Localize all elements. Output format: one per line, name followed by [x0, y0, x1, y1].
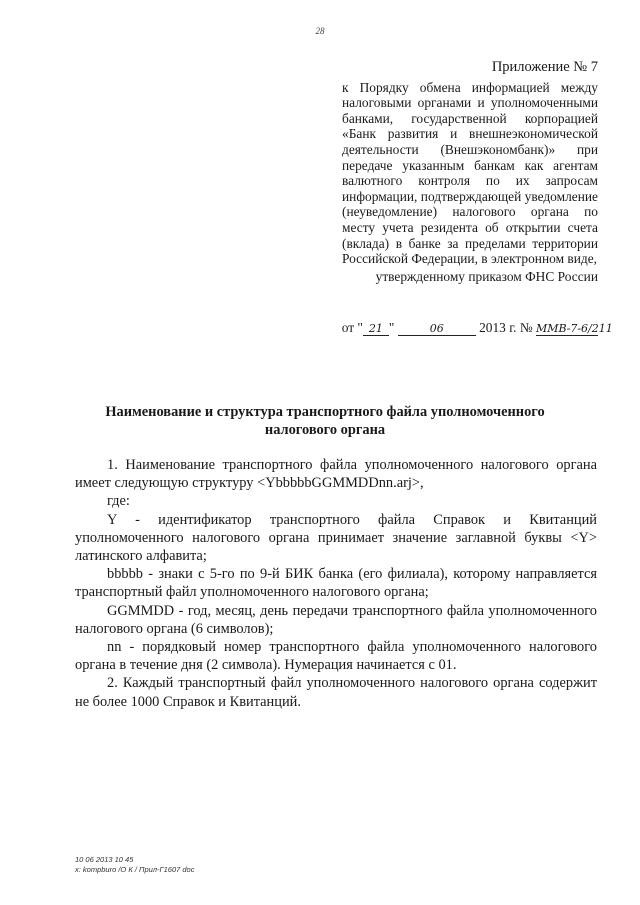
date-month-field: 06 — [398, 323, 476, 336]
appendix-block — [342, 60, 598, 284]
appendix-body: к Порядку обмена информацией между налоговыми органами и уполномоченными банками, государственной корпорацией «Банк развития и внешнеэкономической деятельности (Внешэкономбанк)» при передаче указанным банкам как агентам валютного контроля по их запросам информации, подтверждающей уведомление (неуведомление) налогового органа по месту учета резидента об открытии счета (вклада) в банке за пределами территории Российской Федерации, в электронном виде, — [342, 79, 598, 267]
footer-timestamp: 10 06 2013 10 45 — [75, 855, 134, 864]
paragraph-1: 1. Наименование транспортного файла уполномоченного налогового органа имеет следующую структуру <YbbbbbGGMMDDnn.arj>, — [75, 457, 597, 492]
document-heading — [80, 403, 570, 439]
footer-file-path: x: kompburo /О К / Прил-Г1607 doc — [75, 865, 195, 874]
date-year: 2013 г. № — [475, 320, 536, 335]
paragraph-where: где: — [107, 493, 130, 510]
page-number: 28 — [315, 26, 325, 36]
paragraph-nn: nn - порядковый номер транспортного файла уполномоченного налогового органа в течение дня (2 символа). Нумерация начинается с 01. — [75, 639, 597, 674]
date-mid: " — [388, 320, 398, 335]
paragraph-y: Y - идентификатор транспортного файла Справок и Квитанций уполномоченного налогового органа принимает значение заглавной буквы <Y> латинского алфавита; — [75, 511, 597, 565]
main-text — [75, 456, 597, 711]
heading-line-1: Наименование и структура транспортного файла уполномоченного — [105, 404, 545, 420]
paragraph-bbbbb: bbbbb - знаки с 5-го по 9-й БИК банка (его филиала), которому направляется транспортный файл уполномоченного налогового органа; — [75, 566, 597, 601]
heading-line-2: налогового органа — [264, 422, 386, 438]
page-footer — [75, 855, 194, 875]
order-number-field: ММВ-7-6/211 — [536, 322, 613, 335]
appendix-date-line — [290, 320, 613, 336]
paragraph-ggmmdd: GGMMDD - год, месяц, день передачи транспортного файла уполномоченного налогового органа (6 символов); — [75, 602, 597, 637]
date-day-field: 21 — [363, 323, 389, 336]
paragraph-2: 2. Каждый транспортный файл уполномоченного налогового органа содержит не более 1000 Справок и Квитанций. — [75, 675, 597, 710]
appendix-approved: утвержденному приказом ФНС России — [375, 268, 598, 284]
appendix-title: Приложение № 7 — [491, 59, 598, 75]
date-prefix: от " — [341, 320, 363, 335]
